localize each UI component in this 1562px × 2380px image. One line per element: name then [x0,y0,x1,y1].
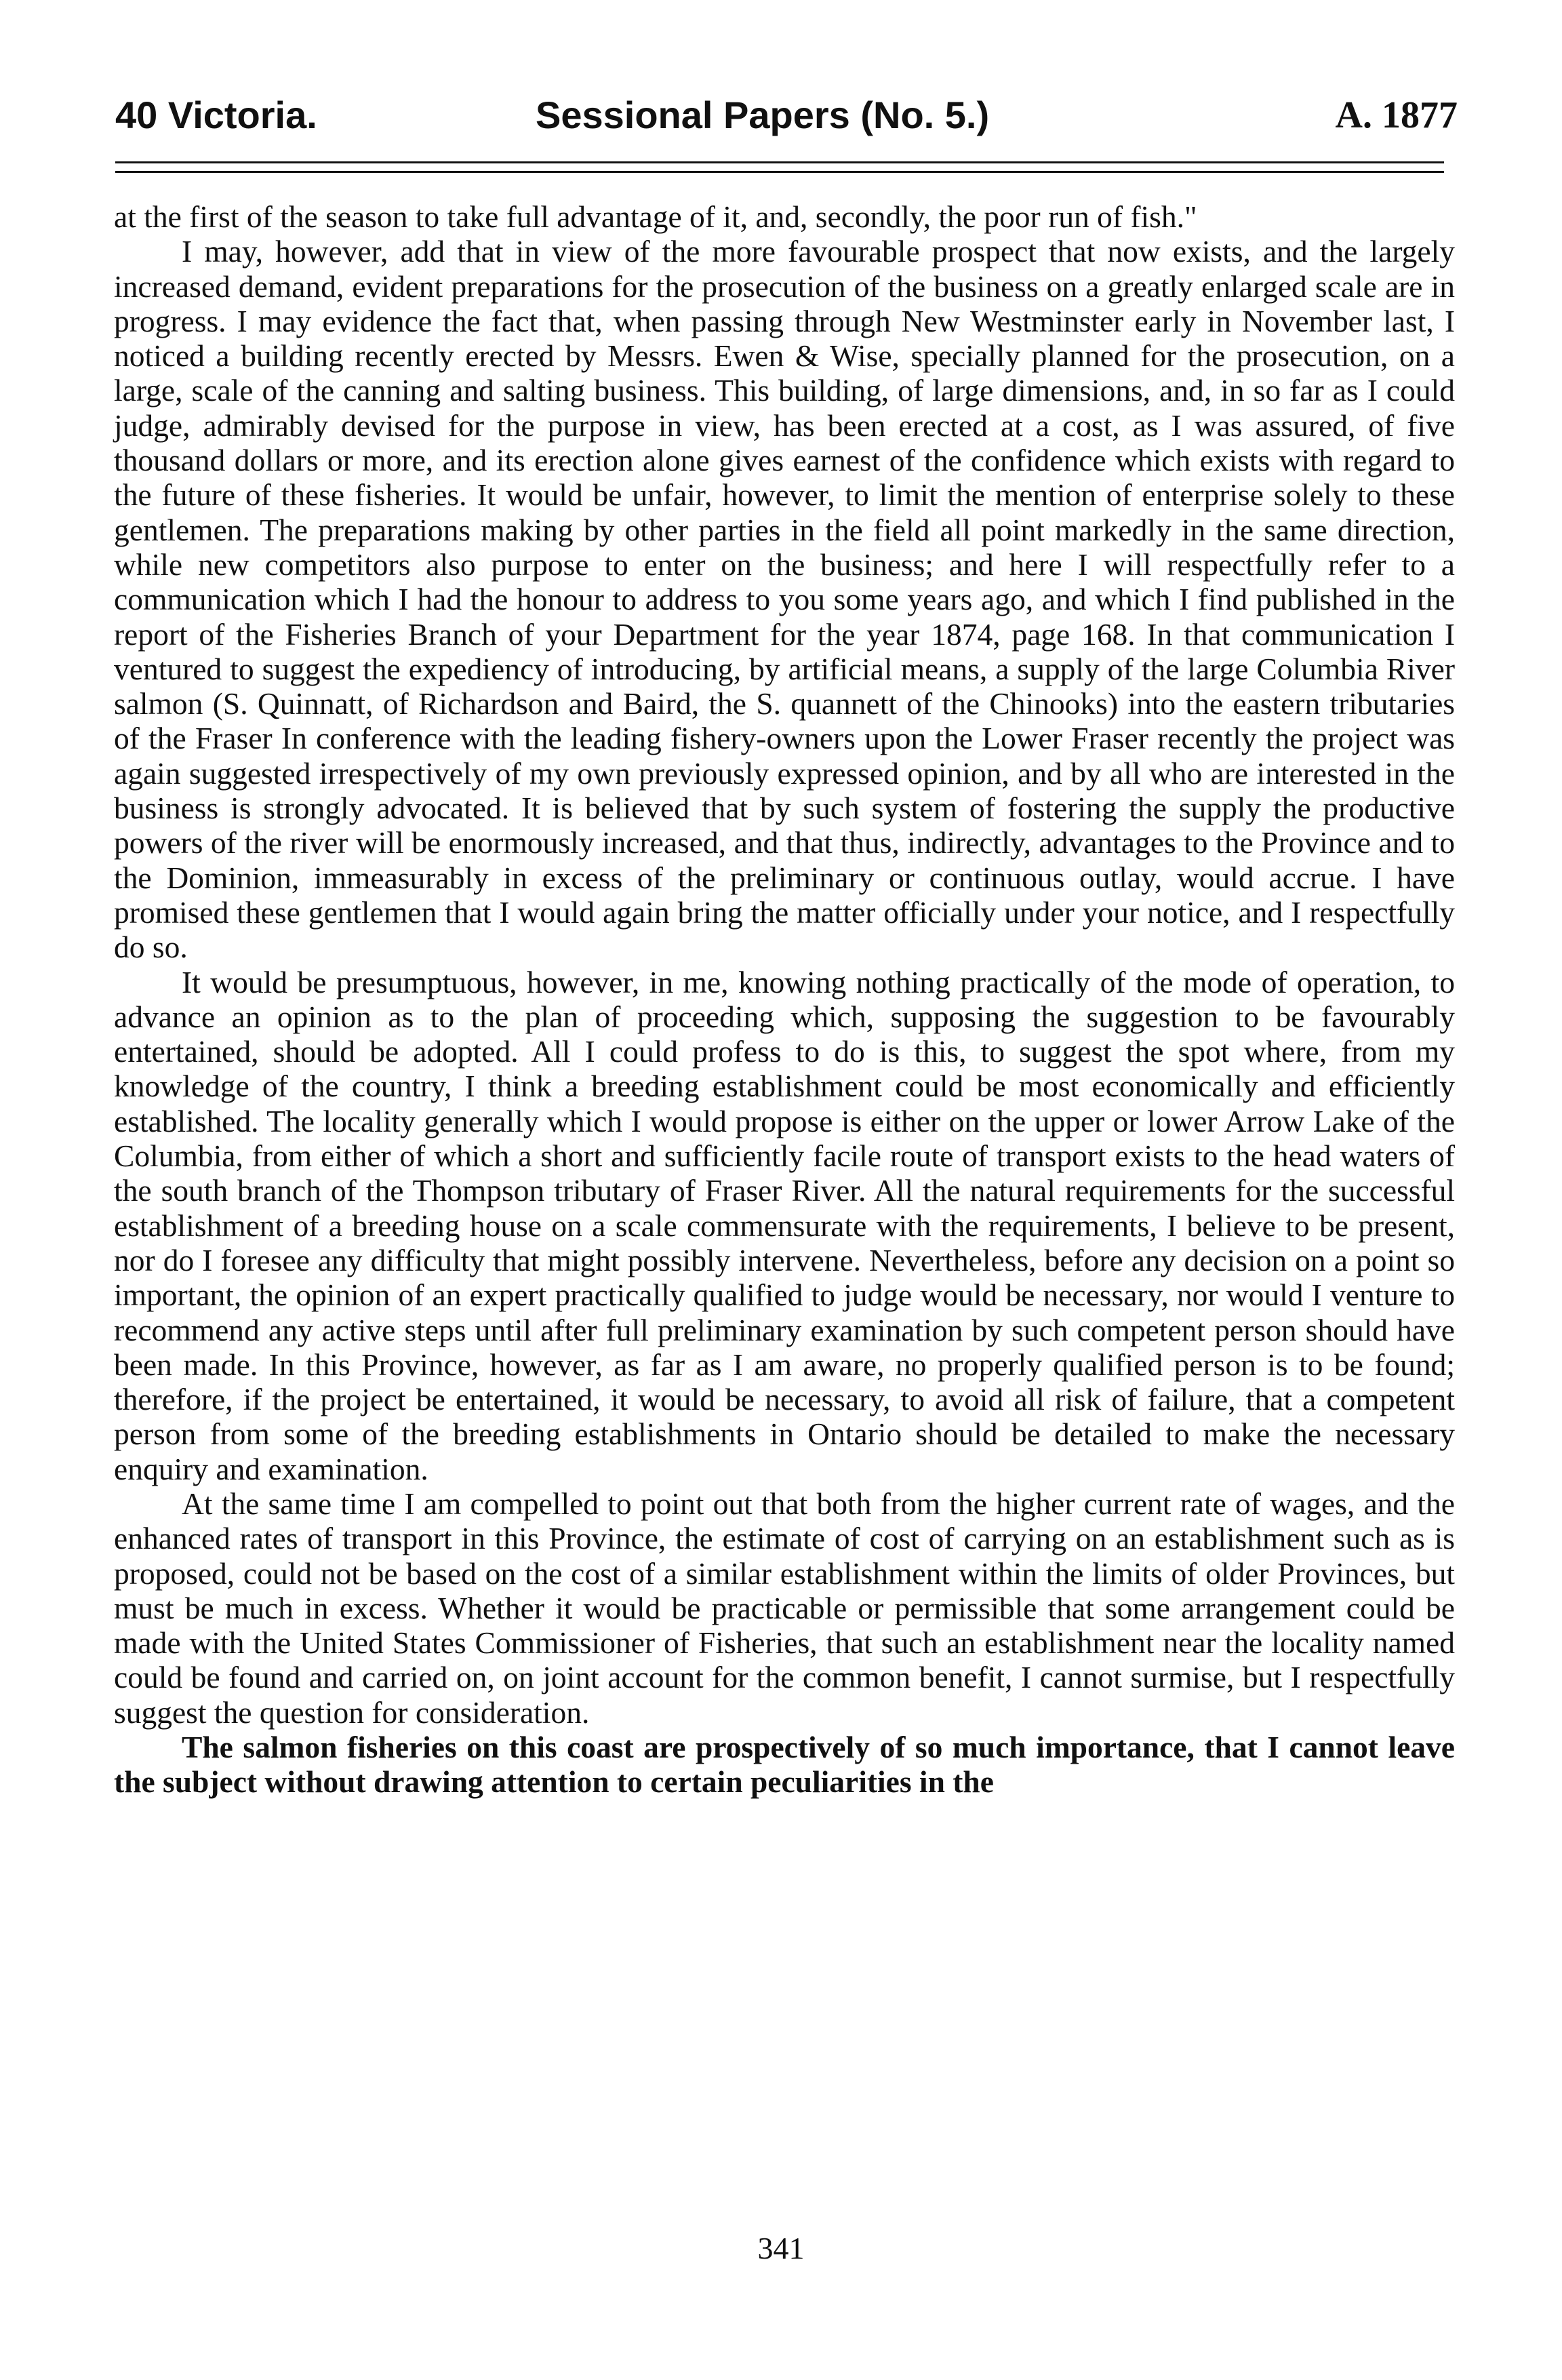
paragraph: I may, however, add that in view of the more favourable prospect that now exists, and the largely increased demand, evident preparations for the prosecution of the business on a greatly enlarged scale are in progress. I may evidence the fact that, when passing through New Westminster early in November last, I noticed a building recently erected by Messrs. Ewen & Wise, specially planned for the prosecution, on a large, scale of the canning and salting business. This building, of large dimensions, and, in so far as I could judge, admirably devised for the purpose in view, has been erected at a cost, as I was assured, of five thousand dollars or more, and its erection alone gives earnest of the confidence which exists with regard to the future of these fisheries. It would be unfair, however, to limit the mention of enterprise solely to these gentlemen. The preparations making by other parties in the field all point markedly in the same direction, while new competitors also purpose to enter on the business; and here I will respectfully refer to a communication which I had the honour to address to you some years ago, and which I find published in the report of the Fisheries Branch of your Department for the year 1874, page 168. In that communication I ventured to suggest the expediency of introducing, by artificial means, a supply of the large Columbia River salmon (S. Quinnatt, of Richardson and Baird, the S. quannett of the Chinooks) into the eastern tributaries of the Fraser In conference with the leading fishery-owners upon the Lower Fraser recently the project was again suggested irrespectively of my own previously expressed opinion, and by all who are interested in the business is strongly advocated. It is believed that by such system of fostering the supply the productive powers of the river will be enormously increased, and that thus, indirectly, advantages to the Province and to the Dominion, immeasurably in excess of the preliminary or continuous outlay, would accrue. I have promised these gentlemen that I would again bring the matter officially under your notice, and I respectfully do so. [114,234,1455,965]
page-number: 341 [757,2231,805,2265]
header-rule-top [115,161,1444,163]
running-header [115,88,1458,142]
paragraph: It would be presumptuous, however, in me, knowing nothing practically of the mode of operation, to advance an opinion as to the plan of proceeding which, supposing the suggestion to be favourably entertained, should be adopted. All I could profess to do is this, to suggest the spot where, from my knowledge of the country, I think a breeding establishment could be most economically and efficiently established. The locality generally which I would propose is either on the upper or lower Arrow Lake of the Columbia, from either of which a short and sufficiently facile route of transport exists to the head waters of the south branch of the Thompson tributary of Fraser River. All the natural requirements for the successful establishment of a breeding house on a scale commensurate with the requirements, I believe to be present, nor do I foresee any difficulty that might possibly intervene. Nevertheless, before any decision on a point so important, the opinion of an expert practically qualified to judge would be necessary, nor would I venture to recommend any active steps until after full preliminary examination by such competent person should have been made. In this Province, however, as far as I am aware, no properly qualified person is to be found; therefore, if the project be entertained, it would be necessary, to avoid all risk of failure, that a competent person from some of the breeding establishments in Ontario should be detailed to make the necessary enquiry and examination. [114,964,1455,1486]
header-title: Sessional Papers (No. 5.) [536,94,990,136]
paragraph-continued: at the first of the season to take full advantage of it, and, secondly, the poor run of fish." [114,199,1197,234]
body-text [114,199,1455,1800]
header-rule-bottom [115,171,1444,173]
header-year: A. 1877 [1335,94,1458,136]
paragraph: At the same time I am compelled to point out that both from the higher current rate of wages, and the enhanced rates of transport in this Province, the estimate of cost of carrying on an establishment such as is proposed, could not be based on the cost of a similar establishment within the limits of older Provinces, but must be much in excess. Whether it would be practicable or permissible that some arrangement could be made with the United States Commissioner of Fisheries, that such an establishment near the locality named could be found and carried on, on joint account for the common benefit, I cannot surmise, but I respectfully suggest the question for consideration. [114,1486,1455,1730]
paragraph-bold: The salmon fisheries on this coast are prospectively of so much importance, that I cannot leave the subject without drawing attention to certain peculiarities in the [114,1730,1455,1800]
header-volume: 40 Victoria. [115,94,317,136]
